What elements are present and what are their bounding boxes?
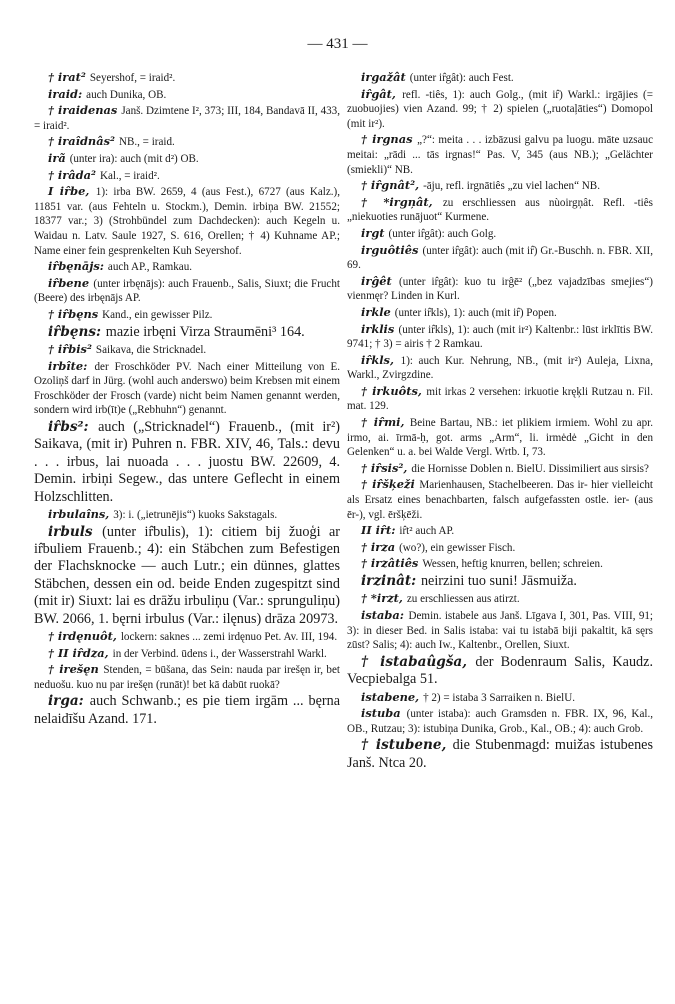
entry-headword: ir̂bene bbox=[48, 275, 94, 290]
dictionary-entry bbox=[34, 134, 340, 150]
dictionary-entry bbox=[347, 523, 653, 539]
entry-headword: † iraîdnâs² bbox=[48, 134, 119, 149]
entry-headword: † II ir̂dza, bbox=[48, 645, 113, 660]
entry-headword: irkle bbox=[361, 304, 395, 319]
entry-definition: mit irkas 2 versehen: irkuotie kręķli Rutzau n. Fil. mat. 129. bbox=[347, 385, 653, 413]
entry-definition: Saikava, die Stricknadel. bbox=[95, 343, 207, 356]
dictionary-entry bbox=[347, 573, 653, 590]
entry-headword: † ir̂sis², bbox=[361, 460, 412, 475]
entry-headword: irĝêt bbox=[361, 273, 399, 288]
entry-headword: † *irzt, bbox=[361, 591, 407, 606]
entry-definition: (unter ir̂gât): kuo tu irĝē² („bez vajadzības smejies“) vienmęr? Linden in Kurl. bbox=[347, 275, 653, 303]
entry-definition: in der Verbind. ūdens i., der Wasserstrahl Warkl. bbox=[112, 647, 327, 660]
dictionary-entry bbox=[347, 132, 653, 177]
dictionary-entry bbox=[347, 591, 653, 607]
entry-headword: † irešęn bbox=[48, 662, 104, 677]
entry-headword: † ir̂gnât², bbox=[361, 178, 424, 193]
entry-definition: Stenden, = būšana, das Sein: nauda par irešęn ir, bet neduošu. kuo nu par irešęn (runāt)! bet kā dabūt ruokā? bbox=[34, 664, 340, 691]
dictionary-entry bbox=[347, 243, 653, 273]
entry-definition: † 2) = istaba 3 Sarraiken n. BielU. bbox=[423, 691, 576, 704]
dictionary-entry bbox=[34, 307, 340, 323]
entry-headword: istuba bbox=[361, 706, 407, 721]
dictionary-entry bbox=[347, 305, 653, 321]
entry-headword: ir̂gât, bbox=[361, 86, 403, 101]
entry-headword: irguôtiês bbox=[361, 242, 423, 257]
entry-definition: NB., = iraid. bbox=[118, 136, 175, 149]
entry-definition: auch Schwanb.; es pie tiem irgām ... bęrna nelaidīšu Azand. 171. bbox=[34, 693, 341, 727]
dictionary-entry bbox=[34, 87, 340, 103]
dictionary-entry bbox=[347, 195, 653, 225]
dictionary-entry bbox=[34, 276, 340, 306]
entry-headword: † *irgņât, bbox=[361, 194, 443, 209]
entry-headword: † irzâtiês bbox=[361, 556, 423, 571]
entry-headword: † irâda² bbox=[48, 167, 100, 182]
entry-definition: (unter istaba): auch Gramsden n. FBR. IX, 96, Kal., OB., Rutzau; 3): istubiņa Dunika, Grob., Kal., OB.; 4): auch Grob. bbox=[347, 708, 653, 735]
entry-definition: (unter ir̂gât): auch (mit ir̂) Gr.-Buschh. n. FBR. XII, 69. bbox=[347, 244, 653, 272]
entry-headword: † ir̂bęns bbox=[48, 306, 103, 321]
entry-headword: † irat² bbox=[48, 70, 90, 84]
entry-headword: I ir̂be, bbox=[48, 184, 96, 199]
entry-definition: -āju, refl. irgnātiês „zu viel lachen“ NB. bbox=[423, 180, 600, 193]
entry-definition: die Hornisse Doblen n. BielU. Dissimiliert aus sirsis? bbox=[411, 462, 649, 475]
entry-definition: (unter irbęnājs): auch Frauenb., Salis, Siuxt; die Frucht (Beere) des irbęnājs AP. bbox=[34, 277, 340, 305]
entry-definition: Janš. Dzimtene I², 373; III, 184, Bandavā II, 433, = iraid². bbox=[34, 105, 340, 132]
dictionary-entry bbox=[347, 226, 653, 242]
dictionary-entry bbox=[347, 353, 653, 383]
entry-headword: irã bbox=[48, 150, 70, 165]
dictionary-entry bbox=[347, 556, 653, 572]
entry-definition: Beine Bartau, NB.: iet plikiem irmiem. Wohl zu apr. irmo, ai. īrmā-ḥ, got. arms „Arm“, li. irmėdė „Gicht in den Gelenken“ u. a. bei Walde Vergl. Wrtb. I, 73. bbox=[347, 417, 654, 459]
dictionary-entry bbox=[34, 168, 340, 184]
entry-definition: der Bodenraum Salis, Kaudz. Vecpiebalga 51. bbox=[347, 653, 653, 688]
entry-definition: auch („Stricknadel“) Frauenb., (mit ir²) Saikava, (mit ir) Puhren n. FBR. XIV, 46, Tals.: devu . . . irbus, lai nuoada . . . juostu BW. 22609, 4. Demin. irbiņi Segew., das untere Geflecht in einem Holzschlitten. bbox=[34, 418, 340, 505]
entry-definition: (unter ir̂gât): auch Golg. bbox=[388, 227, 497, 240]
dictionary-entry bbox=[347, 178, 653, 194]
entry-headword: ir̂bęns: bbox=[48, 323, 106, 340]
dictionary-entry bbox=[347, 608, 653, 653]
dictionary-entry bbox=[34, 662, 340, 692]
dictionary-entry bbox=[34, 419, 340, 506]
entry-definition: Demin. istabele aus Janš. Līgava I, 301, Pas. VIII, 91; 3): in dieser Bed. in Salis istaba: vai tu istabā biji pakaltit, kā sęrs zūst? Salis; 4): auch Iw., Kaltenbr., Orellen, Siuxt. bbox=[347, 610, 654, 652]
entry-headword: † irdęnuôt, bbox=[48, 628, 121, 643]
entry-definition: (unter ira): auch (mit d²) OB. bbox=[69, 152, 199, 165]
dictionary-entry bbox=[347, 461, 653, 477]
entry-definition: der Froschköder PV. Nach einer Mitteilung von E. Ozoliņš darf in Jürg. (wohl auch anderswo) beim Krebsen mit einem Froschköder der Frosch (varde) nicht beim Namen genannt werden, sondern wird irb(īt)e („Rebhuhn“) genannt. bbox=[34, 360, 340, 417]
dictionary-entry bbox=[34, 693, 340, 728]
entry-definition: Marienhausen, Stachelbeeren. Das ir- hier vielleicht als Ersatz eines benachbarten, falsch aufgefassten ostle. ier- (aus ēr-), vgl. ēršķēži. bbox=[347, 479, 653, 521]
entry-definition: refl. -tiês, 1): auch Golg., (mit ir̂) Warkl.: irgājies (= zuobuojies) vien Azand. 99; † 2) spielen („ruotaļāties“) Domopol (mit ir²). bbox=[347, 88, 653, 130]
dictionary-entry bbox=[34, 646, 340, 662]
dictionary-entry bbox=[34, 524, 340, 628]
entry-definition: neirzini tuo suni! Jāsmuiža. bbox=[420, 573, 577, 589]
entry-headword: istaba: bbox=[361, 608, 409, 622]
dictionary-entry bbox=[347, 322, 653, 352]
entry-definition: auch Dunika, OB. bbox=[86, 88, 167, 101]
entry-definition: zu erschliessen aus atirzt. bbox=[406, 593, 520, 606]
entry-headword: irga: bbox=[48, 693, 90, 710]
entry-headword: irgt bbox=[361, 225, 389, 240]
dictionary-entry bbox=[347, 540, 653, 556]
entry-definition: zu erschliessen aus nùoirgņât. Refl. -tiês „niekuoties runājuot“ Kurmene. bbox=[347, 196, 653, 224]
dictionary-entry bbox=[347, 654, 653, 689]
entry-headword: istabene, bbox=[361, 689, 424, 704]
entry-headword: † iraidenas bbox=[48, 103, 122, 118]
entry-headword: † ir̂bis² bbox=[48, 341, 96, 356]
dictionary-entry bbox=[347, 737, 653, 772]
entry-headword: ir̂kls, bbox=[361, 352, 401, 367]
dictionary-entry bbox=[34, 103, 340, 133]
entry-definition: (unter ir̂gât): auch Fest. bbox=[409, 72, 514, 84]
entry-definition: (wo?), ein gewisser Fisch. bbox=[399, 541, 516, 554]
dictionary-entry bbox=[347, 415, 653, 460]
dictionary-entry bbox=[34, 184, 340, 258]
entry-definition: Seyershof, = iraid². bbox=[89, 72, 176, 84]
dictionary-entry bbox=[347, 384, 653, 414]
entry-definition: die Stubenmagd: muižas istubenes Janš. Ntca 20. bbox=[347, 737, 653, 771]
entry-headword: iraid: bbox=[48, 86, 87, 101]
left-column bbox=[34, 70, 340, 729]
entry-definition: 1): auch Kur. Nehrung, NB., (mit ir²) Auleja, Lixna, Warkl., Zvirgzdine. bbox=[347, 354, 653, 382]
entry-headword: irgažât bbox=[361, 70, 410, 84]
dictionary-entry bbox=[34, 151, 340, 167]
entry-headword: irbuls bbox=[48, 523, 103, 540]
entry-definition: auch AP., Ramkau. bbox=[107, 261, 193, 274]
entry-definition: (unter ir̂kls), 1): auch (mit ir̂) Popen. bbox=[394, 306, 557, 319]
entry-headword: † irza bbox=[361, 539, 400, 554]
dictionary-entry bbox=[34, 70, 340, 86]
page-number: — 431 — bbox=[307, 36, 368, 52]
dictionary-entry bbox=[34, 259, 340, 275]
entry-headword: ir̂bęnājs: bbox=[48, 259, 108, 274]
dictionary-entry bbox=[347, 274, 653, 304]
entry-definition: ir̂t² auch AP. bbox=[399, 525, 455, 538]
entry-definition: „?“: meita . . . izbāzusi galvu pa luogu. māte uzsauc meitai: „rādi ... tās irgnas!“ Pas. V, 345 (aus NB.); „Gelächter (smiekli)“ NB. bbox=[347, 134, 653, 176]
entry-headword: ir̂bs²: bbox=[48, 418, 99, 435]
entry-definition: (unter ir̂kls), 1): auch (mit ir²) Kaltenbr.: lūst irklītis BW. 9741; † 3) = airis † 2 Ramkau. bbox=[347, 323, 653, 351]
entry-headword: † istubene, bbox=[361, 737, 453, 754]
entry-headword: † ir̂šķeži bbox=[361, 477, 420, 492]
dictionary-entry bbox=[347, 706, 653, 736]
entry-headword: irklis bbox=[361, 321, 399, 336]
entry-definition: (unter ir̂bulis), 1): citiem bij žuoģi ar ir̂buliem Frauenb.; 4): ein Stäbchen zum Befestigen der Flachsknocke — auch Lutr.; ein dünnes, glattes Stäbchen, dessen ein od. beide Enden zugespitzt sind (mit ir) Siuxt: lai es drāžu irbuliņu (Var.: sprunguliņu) BW. 2066, 1. bęrni irbulus (Var.: ilęnus) drāza 20973. bbox=[34, 523, 341, 627]
dictionary-entry bbox=[34, 629, 340, 645]
dictionary-entry bbox=[34, 324, 340, 341]
dictionary-entry bbox=[34, 342, 340, 358]
entry-headword: irzinât: bbox=[361, 573, 421, 589]
dictionary-entry bbox=[347, 70, 653, 86]
dictionary-entry bbox=[347, 87, 653, 132]
entry-definition: Wessen, heftig knurren, bellen; schreien. bbox=[422, 558, 603, 571]
entry-headword: † istabaûgša, bbox=[361, 653, 476, 670]
entry-headword: irbîte: bbox=[48, 358, 95, 373]
entry-headword: II ir̂t: bbox=[361, 523, 400, 538]
entry-definition: mazie irbęni Virza Straumēni³ 164. bbox=[105, 323, 305, 340]
dictionary-entry bbox=[347, 477, 653, 522]
entry-headword: † ir̂mi, bbox=[361, 415, 410, 430]
right-column bbox=[347, 70, 653, 773]
dictionary-entry bbox=[34, 507, 340, 523]
entry-definition: Kand., ein gewisser Pilz. bbox=[102, 308, 213, 321]
entry-headword: irbulaîns, bbox=[48, 506, 114, 521]
dictionary-entry bbox=[34, 359, 340, 418]
entry-definition: 1): irba BW. 2659, 4 (aus Fest.), 6727 (aus Kalz.), 11851 var. (aus Fehteln u. Stockm.), Demin. irbiņa BW. 21552; 18377 var.; 3) (Strohbündel zum Dachdecken): auch Kegeln u. Waidau n. Latv. Saule 1927, S. 616, Orellen; † 4) Kuhname AP.; Name einer fein gesprenkelten Kuh Seyershof. bbox=[34, 186, 340, 257]
entry-definition: 3): i. („ietrunējis“) kuoks Sakstagals. bbox=[113, 508, 278, 521]
dictionary-entry bbox=[347, 690, 653, 706]
entry-headword: † irkuôts, bbox=[361, 383, 427, 398]
entry-definition: lockern: saknes ... zemi irdęnuo Pet. Av. III, 194. bbox=[120, 630, 338, 643]
entry-definition: Kal., = iraid². bbox=[99, 169, 160, 182]
entry-headword: † irgnas bbox=[361, 132, 418, 147]
